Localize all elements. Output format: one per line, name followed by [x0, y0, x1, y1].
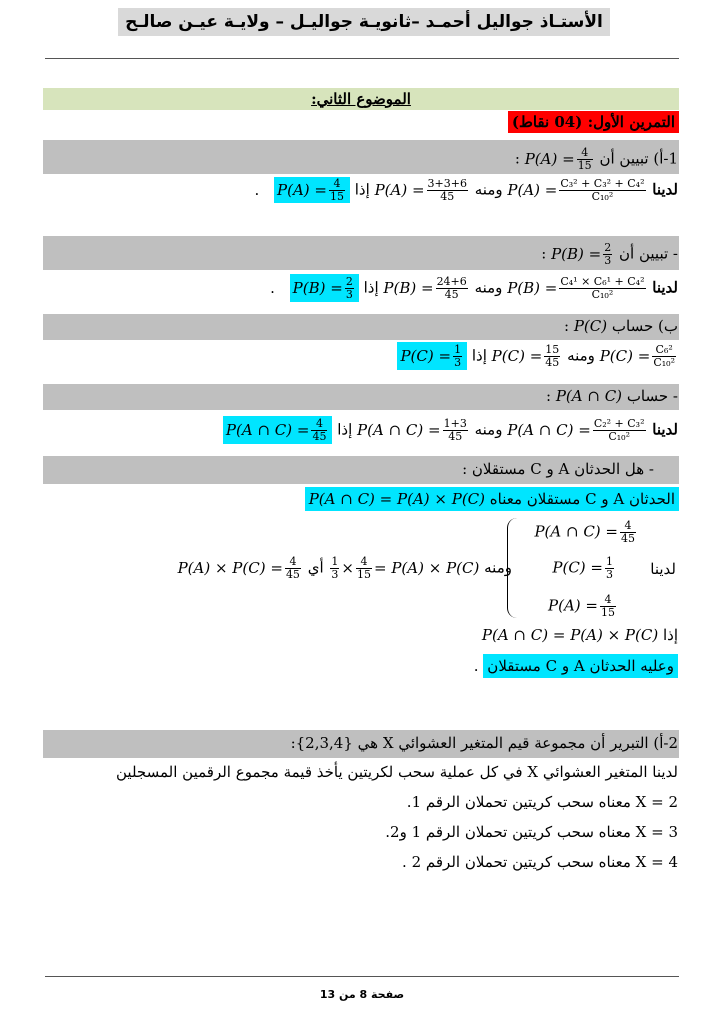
question-2a: 2-أ) التبرير أن مجموعة قيم المتغير العشوائي X هي {2,3,4}: [290, 734, 678, 752]
question-pc: ب) حساب P(C) : [564, 317, 678, 335]
result-pa: P(A) = $\frac{4}{15}$ [274, 177, 350, 203]
result-pac: P(A ∩ C) = $\frac{4}{45}$ [223, 416, 333, 444]
answer-pb: لدينا P(B) = $\frac{\text{C₄¹ × C₆¹ + C₄²}}{\text{C₁₀²}}$ ومنه P(B) = $\frac{24+6}{45}$ إذا P(B) = $\frac{2}{3}$ . [270, 275, 678, 301]
answer-pac: لدينا P(A ∩ C) = $\frac{\text{C₂² + C₃²}}{\text{C₁₀²}}$ ومنه P(A ∩ C) = $\frac{1+3}{45}$ إذا P(A ∩ C) = $\frac{4}{45}$ [223, 418, 678, 443]
system-row-2: P(C) = $\frac{1}{3}$ [552, 555, 613, 581]
footer-divider [45, 976, 679, 977]
document-header: الأستـاذ جواليل أحمـد –ثانويـة جواليـل – ولايـة عيـن صالـح [118, 8, 610, 36]
q2-line-2: X = 2 معناه سحب كريتين تحملان الرقم 1. [406, 793, 678, 811]
system-row-3: P(A) = $\frac{4}{15}$ [548, 593, 615, 619]
question-1a: 1-أ) تبيين أن P(A) = $\frac{4}{15}$ : [514, 146, 678, 172]
result-pc: P(C) = $\frac{1}{3}$ [397, 342, 467, 370]
answer-pa: لدينا P(A) = $\frac{\text{C₃² + C₃² + C₄²}}{\text{C₁₀²}}$ ومنه P(A) = $\frac{3+3+6}{45}$ إذا P(A) = $\frac{4}{15}$ . [254, 177, 678, 203]
conclusion-line: وعليه الحدثان A و C مستقلان . [474, 657, 678, 675]
system-product: ومنه $\frac{1}{3}$ × $\frac{4}{15}$ = P(A) × P(C) أي P(A) × P(C) = $\frac{4}{45}$ [177, 555, 512, 581]
q2-line-3: X = 3 معناه سحب كريتين تحملان الرقم 1 و2. [385, 823, 678, 841]
q2-line-4: X = 4 معناه سحب كريتين تحملان الرقم 2 . [402, 853, 678, 871]
answer-pc: P(C) = $\frac{\text{C₆²}}{\text{C₁₀²}}$ ومنه P(C) = $\frac{15}{45}$ إذا P(C) = $\frac{1}{3}$ [397, 344, 678, 369]
page-number: صفحة 8 من 13 [319, 988, 405, 1001]
topic-title: الموضوع الثاني: [311, 90, 411, 108]
system-row-1: P(A ∩ C) = $\frac{4}{45}$ [534, 519, 635, 545]
independence-definition: الحدثان A و C مستقلان معناه P(A ∩ C) = P(A) × P(C) [305, 487, 679, 511]
q2-line-1: لدينا المتغير العشوائي X في كل عملية سحب لكريتين يأخذ قيمة مجموع الرقمين المسجلين [116, 763, 678, 781]
result-pb: P(B) = $\frac{2}{3}$ [290, 274, 359, 302]
question-independence: - هل الحدثان A و C مستقلان : [462, 460, 654, 478]
thus-line: إذا P(A ∩ C) = P(A) × P(C) [481, 626, 678, 644]
system-lead: لدينا [650, 560, 676, 578]
question-pb: - تبيين أن P(B) = $\frac{2}{3}$ : [541, 241, 678, 267]
question-pac: - حساب P(A ∩ C) : [545, 387, 678, 405]
exercise-title: التمرين الأول: (04 نقاط) [508, 111, 679, 133]
header-divider [45, 58, 679, 59]
